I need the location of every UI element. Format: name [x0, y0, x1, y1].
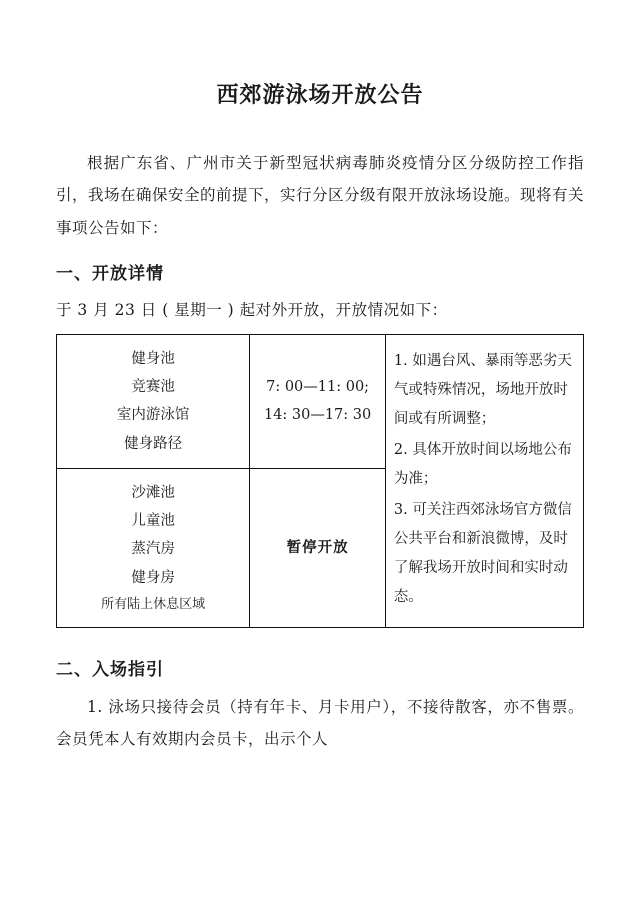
- notes-cell: [385, 334, 583, 627]
- facility-name: 健身路径: [124, 435, 183, 452]
- facility-name: 蒸汽房: [131, 541, 175, 558]
- status-badge: 暂停开放: [286, 538, 349, 556]
- facility-name: 竞赛池: [131, 379, 175, 395]
- time-cell-open: [250, 334, 386, 468]
- facility-name: 健身池: [131, 350, 175, 367]
- section-2: [56, 654, 584, 755]
- intro-paragraph: 根据广东省、广州市关于新型冠状病毒肺炎疫情分区分级防控工作指引，我场在确保安全的前提下，实行分区分级有限开放泳场设施。现将有关事项公告如下：: [56, 153, 585, 237]
- facility-name: 儿童池: [131, 513, 175, 530]
- table-row: [57, 334, 584, 468]
- entry-guidelines-paragraph: 1. 泳场只接待会员（持有年卡、月卡用户），不接待散客，亦不售票。会员凭本人有效期内会员卡，出示个人: [56, 697, 584, 749]
- facility-name: 室内游泳馆: [116, 407, 190, 424]
- schedule-table: [56, 334, 584, 628]
- note-item: 1. 如遇台风、暴雨等恶劣天气或特殊情况，场地开放时间或有所调整；: [393, 353, 572, 428]
- intro-block: [56, 147, 584, 245]
- opening-date-line: 于 3 月 23 日 ( 星期一 ) 起对外开放，开放情况如下：: [56, 300, 448, 319]
- section-heading-2: 二、入场指引: [56, 660, 164, 681]
- facility-name: 沙滩池: [131, 484, 175, 501]
- time-cell-closed: [250, 468, 386, 627]
- facility-name: 所有陆上休息区域: [101, 596, 206, 612]
- facility-name: 健身房: [131, 569, 175, 586]
- time-range-morning: 7: 00—11: 00;: [266, 379, 370, 395]
- facilities-cell-open: [57, 334, 250, 468]
- note-item: 2. 具体开放时间以场地公布为准；: [393, 442, 572, 488]
- section-heading-1: 一、开放详情: [56, 264, 164, 285]
- page-title: 西郊游泳场开放公告: [216, 82, 424, 108]
- time-range-afternoon: 14: 30—17: 30: [263, 407, 372, 424]
- note-item: 3. 可关注西郊泳场官方微信公共平台和新浪微博，及时了解我场开放时间和实时动态。: [393, 502, 572, 606]
- facilities-cell-closed: [57, 468, 250, 627]
